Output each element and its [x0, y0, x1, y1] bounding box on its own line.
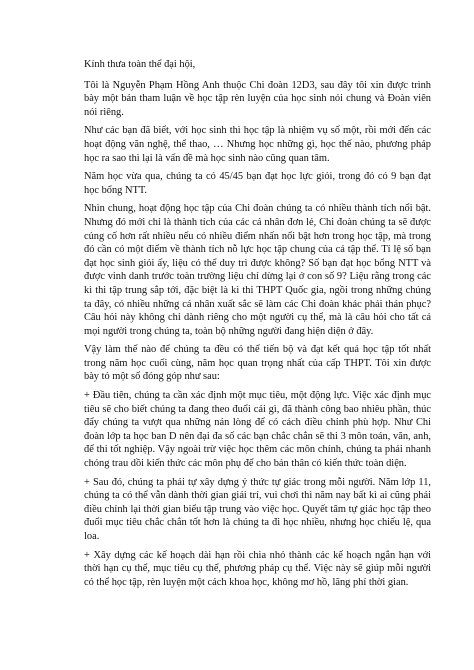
paragraph-intro: Tôi là Nguyễn Phạm Hồng Anh thuộc Chi đoàn 12D3, sau đây tôi xin được trình bày một bản tham luận về học tập rèn luyện của học sinh nói chung và Đoàn viên nói riêng. [84, 79, 431, 118]
paragraph-overview: Nhìn chung, hoạt động học tập của Chi đoàn chúng ta có nhiều thành tích nổi bật. Nhưng đó mới chỉ là thành tích của các cá nhân đơn lẻ, Chi đoàn chúng ta sẽ được củng cố hơn rất nhiều nếu có nhiều điểm nhấn nổi bật hơn trong học tập, mà trong đó cần có một điểm về thành tích nỗ lực học tập chung của cả tập thể. Tỉ lệ số bạn đạt học sinh giỏi ấy, liệu có thể duy trì được không? Số bạn đạt học bổng NTT và được vinh danh trước toàn trường liệu chỉ dừng lại ở con số 9? Liệu rằng trong các kì thi tập trung sắp tới, đặc biệt là kì thi THPT Quốc gia, ngồi trong những chúng ta đây, có nhiều những cá nhân xuất sắc sẽ làm các Chi đoàn khác phải thán phục? Câu hỏi này không chỉ dành riêng cho một người cụ thể, mà là câu hỏi cho tất cả mọi người trong chúng ta, toàn bộ những người đang hiện diện ở đây. [84, 203, 431, 337]
paragraph-point-goal: + Đầu tiên, chúng ta cần xác định một mục tiêu, một động lực. Việc xác định mục tiêu sẽ cho biết chúng ta đang theo đuổi cái gì, đã thành công bao nhiêu phần, thúc đẩy chúng ta vượt qua những nản lòng để có cách điều chỉnh phù hợp. Như Chi đoàn lớp ta học ban D nên đại đa số các bạn chắc chắn sẽ thi 3 môn toán, văn, anh, để thi tốt nghiệp. Vậy ngoài trừ việc học thêm các môn chính, chúng ta phải nhanh chóng trau dồi kiến thức các môn phụ để cho bản thân có kiến thức toàn diện. [84, 390, 431, 470]
paragraph-point-planning: + Xây dựng các kế hoạch dài hạn rồi chia nhỏ thành các kế hoạch ngắn hạn với thời hạn cụ thể, mục tiêu cụ thể, phương pháp cụ thể. Việc này sẽ giúp mỗi người có thể học tập, rèn luyện một cách khoa học, không mơ hồ, lãng phí thời gian. [84, 549, 431, 588]
paragraph-proposal-intro: Vậy làm thế nào để chúng ta đều có thể tiến bộ và đạt kết quả học tập tốt nhất trong năm học cuối cùng, năm học quan trọng nhất của cấp THPT. Tôi xin được bày tỏ một số đóng góp như sau: [84, 344, 431, 383]
greeting-line: Kính thưa toàn thể đại hội, [84, 59, 196, 70]
paragraph-point-self-discipline: + Sau đó, chúng ta phải tự xây dựng ý thức tự giác trong mỗi người. Năm lớp 11, chúng ta có thể vẫn dành thời gian giải trí, vui chơi thì năm nay bất kì ai cũng phải điều chỉnh lại thời gian biểu tập trung vào việc học. Quyết tâm tự giác học tập theo đuổi mục tiêu chắc chắn tốt hơn là chúng ta đi học nhiều, nhưng học chiếu lệ, qua loa. [84, 476, 431, 542]
paragraph-study-duty: Như các bạn đã biết, với học sinh thì học tập là nhiệm vụ số một, rồi mới đến các hoạt động văn nghệ, thể thao, … Nhưng học những gì, học thế nào, phương pháp học ra sao thì lại là vấn đề mà học sinh nào cũng quan tâm. [84, 125, 431, 164]
paragraph-results: Năm học vừa qua, chúng ta có 45/45 bạn đạt học lực giỏi, trong đó có 9 bạn đạt học bổng NTT. [84, 171, 431, 196]
speech-text [84, 58, 431, 594]
